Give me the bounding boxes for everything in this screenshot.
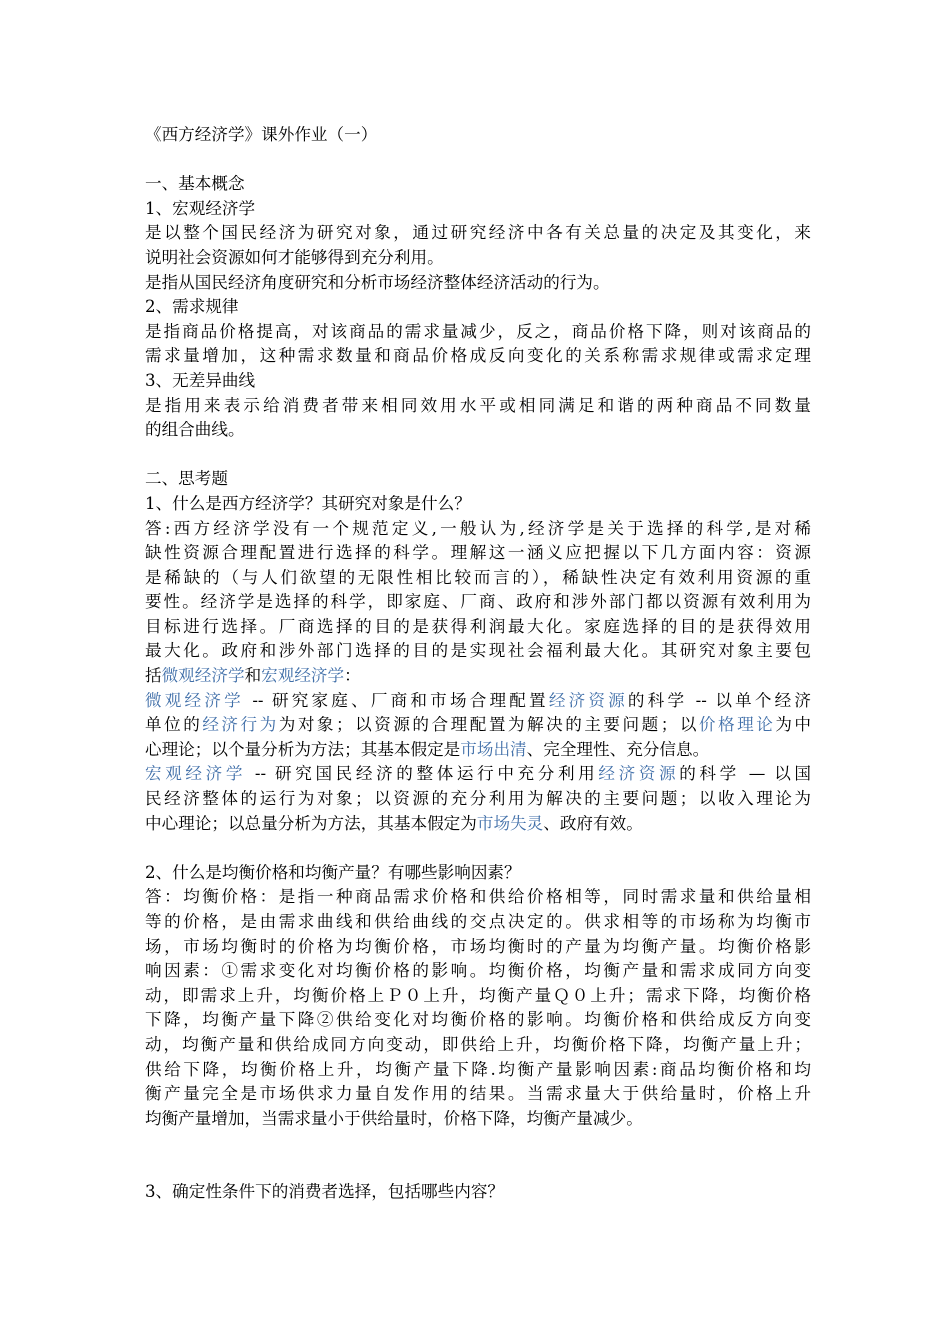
paragraph-line: 是以整个国民经济为研究对象，通过研究经济中各有关总量的决定及其变化，来 [145,223,811,243]
paragraph-line: 民经济整体的运行为对象；以资源的充分利用为解决的主要问题；以收入理论为 [145,789,811,809]
paragraph-line: 缺性资源合理配置进行选择的科学。理解这一涵义应把握以下几方面内容：资源 [145,543,811,563]
paragraph-line [145,738,811,763]
paragraph-line [145,762,811,787]
paragraph-line: 需求量增加，这种需求数量和商品价格成反向变化的关系称需求规律或需求定理 [145,346,811,366]
paragraph-line: 答:西方经济学没有一个规范定义,一般认为,经济学是关于选择的科学,是对稀 [145,518,811,538]
link-macroeconomics[interactable]: 宏观经济学 [261,666,345,686]
link-price-theory[interactable]: 价格理论 [698,715,776,735]
line-text: 、完全理性、充分信息。 [526,739,710,759]
link-economic-resources[interactable]: 经济资源 [598,764,680,784]
link-macroeconomics[interactable]: 宏观经济学 [145,764,247,784]
paragraph-line: 是指从国民经济角度研究和分析市场经济整体经济活动的行为。 [145,272,610,292]
document-body [145,123,811,1205]
line-text: -- 研究家庭、厂商和市场合理配置 [243,690,549,710]
link-microeconomics[interactable]: 微观经济学 [161,666,245,686]
line-text: 、政府有效。 [543,813,643,833]
line-text: -- 研究国民经济的整体运行中充分利用 [246,764,599,784]
line-text: 为对象；以资源的合理配置为解决的主要问题；以 [278,715,699,735]
line-text: ： [344,666,361,686]
paragraph-line: 下降，均衡产量下降②供给变化对均衡价格的影响。均衡价格和供给成反方向变 [145,1010,811,1030]
line-text: 的科学 — 以国 [679,764,812,784]
document-title: 《西方经济学》课外作业（一） [145,125,378,144]
concept-title-macroeconomics: 1、宏观经济学 [145,198,256,218]
concept-title-law-of-demand: 2、需求规律 [145,297,239,317]
paragraph-line: 动，即需求上升，均衡价格上Ｐ０上升，均衡产量Ｑ０上升；需求下降，均衡价格 [145,985,811,1005]
line-text: 括 [145,666,162,686]
concept-title-indifference-curve: 3、无差异曲线 [145,370,256,390]
line-text: 为中 [775,715,812,735]
paragraph-line: 衡产量完全是市场供求力量自发作用的结果。当需求量大于供给量时，价格上升 [145,1084,811,1104]
paragraph-line: 是指商品价格提高，对该商品的需求量减少，反之，商品价格下降，则对该商品的 [145,321,811,341]
paragraph-line: 场，市场均衡时的价格为均衡价格，市场均衡时的产量为均衡产量。均衡价格影 [145,936,811,956]
link-microeconomics[interactable]: 微观经济学 [145,690,244,710]
question-title-1: 1、什么是西方经济学？其研究对象是什么？ [145,493,471,513]
line-text: 和 [244,666,262,686]
paragraph-line: 目标进行选择。厂商选择的目的是获得利润最大化。家庭选择的目的是获得效用 [145,616,811,636]
link-market-clearing[interactable]: 市场出清 [460,739,527,759]
paragraph-line: 最大化。政府和涉外部门选择的目的是实现社会福利最大化。其研究对象主要包 [145,641,811,661]
section-heading-basic-concepts: 一、基本概念 [145,174,245,194]
line-text: 的科学 -- 以单个经济 [627,690,812,710]
paragraph-line: 的组合曲线。 [145,420,245,440]
paragraph-line [145,713,811,738]
link-market-failure[interactable]: 市场失灵 [476,813,544,833]
line-text: 心理论；以个量分析为方法；其基本假定是 [145,739,461,759]
section-heading-questions: 二、思考题 [145,469,228,489]
paragraph-line: 是稀缺的（与人们欲望的无限性相比较而言的），稀缺性决定有效利用资源的重 [145,567,811,587]
paragraph-line: 说明社会资源如何才能够得到充分利用。 [145,247,444,267]
paragraph-line: 响因素：①需求变化对均衡价格的影响。均衡价格，均衡产量和需求成同方向变 [145,961,811,981]
paragraph-line: 供给下降，均衡价格上升，均衡产量下降.均衡产量影响因素:商品均衡价格和均 [145,1059,811,1079]
paragraph-line: 等的价格，是由需求曲线和供给曲线的交点决定的。供求相等的市场称为均衡市 [145,912,811,931]
question-title-2: 2、什么是均衡价格和均衡产量？有哪些影响因素？ [145,862,521,882]
paragraph-line: 是指用来表示给消费者带来相同效用水平或相同满足和谐的两种商品不同数量 [145,395,811,415]
paragraph-line [145,812,811,837]
link-economic-resources[interactable]: 经济资源 [548,690,628,710]
question-title-3: 3、确定性条件下的消费者选择，包括哪些内容？ [145,1182,505,1202]
paragraph-line [145,664,811,689]
paragraph-line: 动，均衡产量和供给成同方向变动，即供给上升，均衡价格下降，均衡产量上升； [145,1034,811,1054]
link-economic-behavior[interactable]: 经济行为 [202,715,279,735]
line-text: 中心理论；以总量分析为方法，其基本假定为 [145,813,477,833]
paragraph-line [145,689,811,714]
line-text: 单位的 [145,715,203,735]
paragraph-line: 要性。经济学是选择的科学，即家庭、厂商、政府和涉外部门都以资源有效利用为 [145,592,811,612]
paragraph-line: 答：均衡价格：是指一种商品需求价格和供给价格相等，同时需求量和供给量相 [145,887,811,907]
paragraph-line: 均衡产量增加，当需求量小于供给量时，价格下降，均衡产量减少。 [145,1108,643,1128]
